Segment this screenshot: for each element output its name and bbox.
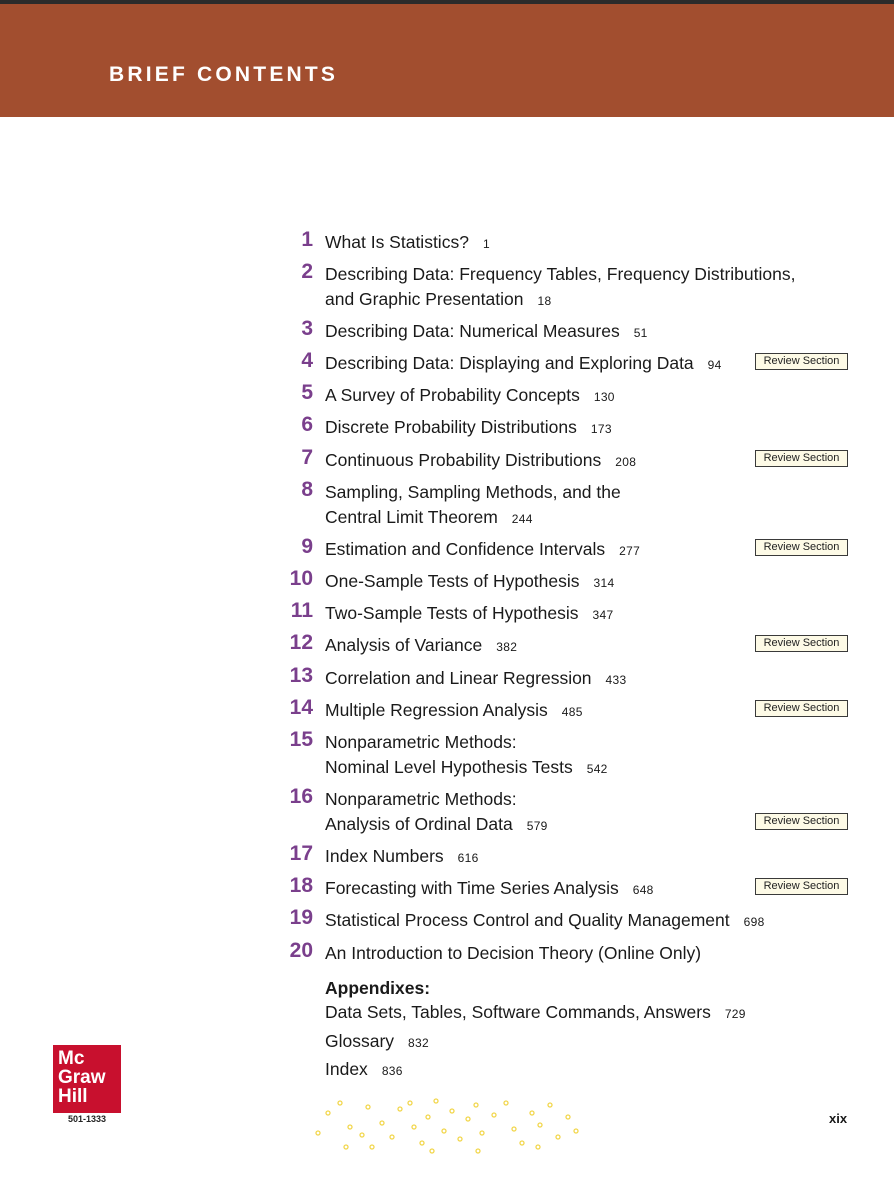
chapter-title-line: What Is Statistics? xyxy=(325,232,469,252)
chapter-page: 208 xyxy=(615,455,637,469)
chapter-page: 542 xyxy=(586,762,608,776)
chapter-number: 12 xyxy=(289,631,313,654)
chapter-title xyxy=(325,601,613,628)
chapter-page: 698 xyxy=(743,915,765,929)
review-section-badge[interactable]: Review Section xyxy=(755,353,848,370)
logo-text-line1: Mc xyxy=(58,1048,85,1069)
review-section-badge[interactable]: Review Section xyxy=(755,700,848,717)
chapter-number: 18 xyxy=(289,874,313,897)
chapter-page: 130 xyxy=(593,390,615,404)
chapter-number: 8 xyxy=(301,478,313,501)
appendix-page: 836 xyxy=(381,1064,403,1078)
chapter-number: 1 xyxy=(301,228,313,251)
chapter-number: 13 xyxy=(289,664,313,687)
chapter-title-line: Sampling, Sampling Methods, and the xyxy=(325,482,621,502)
appendix-item[interactable] xyxy=(325,1031,429,1052)
header-banner xyxy=(0,4,894,117)
chapter-page: 579 xyxy=(526,819,548,833)
chapter-page: 648 xyxy=(632,883,654,897)
chapter-number: 15 xyxy=(289,728,313,751)
chapter-title-line: Analysis of Variance xyxy=(325,635,483,655)
chapter-title-line: An Introduction to Decision Theory (Online Only) xyxy=(325,943,702,963)
chapter-page: 1 xyxy=(482,237,490,251)
chapter-page: 244 xyxy=(511,512,533,526)
publisher-code: 501-1333 xyxy=(67,1114,107,1124)
chapter-title xyxy=(325,730,608,782)
chapter-title xyxy=(325,908,765,935)
chapter-title xyxy=(325,537,640,564)
appendix-item[interactable] xyxy=(325,1002,746,1023)
chapter-page: 173 xyxy=(590,422,612,436)
review-section-badge[interactable]: Review Section xyxy=(755,878,848,895)
chapter-page: 94 xyxy=(707,358,722,372)
chapter-title xyxy=(325,415,612,442)
chapter-number: 6 xyxy=(301,413,313,436)
chapter-title-line: Multiple Regression Analysis xyxy=(325,700,548,720)
chapter-number: 17 xyxy=(289,842,313,865)
chapter-title-line: Estimation and Confidence Intervals xyxy=(325,539,606,559)
chapter-title-line: Index Numbers xyxy=(325,846,444,866)
review-section-badge[interactable]: Review Section xyxy=(755,450,848,467)
chapter-number: 9 xyxy=(301,535,313,558)
chapter-title xyxy=(325,569,614,596)
chapter-title xyxy=(325,633,517,660)
chapter-title-line: Discrete Probability Distributions xyxy=(325,417,577,437)
appendix-page: 832 xyxy=(408,1036,429,1050)
page-title: BRIEF CONTENTS xyxy=(109,63,339,86)
chapter-title-line: Forecasting with Time Series Analysis xyxy=(325,878,619,898)
chapter-page: 433 xyxy=(605,673,627,687)
chapter-number: 10 xyxy=(289,567,313,590)
chapter-title-line: and Graphic Presentation xyxy=(325,289,524,309)
chapter-number: 16 xyxy=(289,785,313,808)
chapter-page: 51 xyxy=(633,326,648,340)
chapter-title xyxy=(325,480,621,532)
chapter-title-line: Describing Data: Frequency Tables, Frequency Distributions, xyxy=(325,264,796,284)
chapter-title-line: Correlation and Linear Regression xyxy=(325,668,592,688)
appendix-title: Data Sets, Tables, Software Commands, Answers xyxy=(325,1002,711,1022)
page-number: xix xyxy=(829,1111,848,1126)
chapter-title xyxy=(325,319,648,346)
chapter-title xyxy=(325,351,722,378)
chapter-page: 616 xyxy=(457,851,479,865)
chapter-page: 485 xyxy=(561,705,583,719)
chapter-page: 18 xyxy=(537,294,552,308)
chapter-number: 5 xyxy=(301,381,313,404)
review-section-badge[interactable]: Review Section xyxy=(755,813,848,830)
chapter-number: 19 xyxy=(289,906,313,929)
chapter-number: 7 xyxy=(301,446,313,469)
chapter-title-line: Continuous Probability Distributions xyxy=(325,450,602,470)
chapter-title xyxy=(325,787,548,839)
appendix-title: Index xyxy=(325,1059,368,1079)
review-section-badge[interactable]: Review Section xyxy=(755,539,848,556)
publisher-logo xyxy=(53,1045,121,1113)
chapter-title xyxy=(325,698,583,725)
chapter-title-line: Nonparametric Methods: xyxy=(325,789,517,809)
chapter-number: 3 xyxy=(301,317,313,340)
chapter-number: 2 xyxy=(301,260,313,283)
appendix-title: Glossary xyxy=(325,1031,395,1051)
chapter-title-line: Central Limit Theorem xyxy=(325,507,498,527)
chapter-title xyxy=(325,383,615,410)
chapter-title xyxy=(325,666,626,693)
chapter-title-line: Describing Data: Numerical Measures xyxy=(325,321,620,341)
chapter-title-line: Describing Data: Displaying and Exploring Data xyxy=(325,353,694,373)
chapter-number: 4 xyxy=(301,349,313,372)
chapter-title-line: Analysis of Ordinal Data xyxy=(325,814,513,834)
decorative-dots xyxy=(310,1095,590,1160)
chapter-title-line: Statistical Process Control and Quality Management xyxy=(325,910,730,930)
chapter-page: 277 xyxy=(619,544,641,558)
chapter-page: 314 xyxy=(593,576,615,590)
chapter-title-line: One-Sample Tests of Hypothesis xyxy=(325,571,580,591)
logo-text-line2: Graw xyxy=(58,1067,106,1088)
chapter-page: 347 xyxy=(592,608,614,622)
chapter-title xyxy=(325,844,479,871)
chapter-title xyxy=(325,262,795,314)
appendixes-heading: Appendixes: xyxy=(325,978,431,998)
chapter-title-line: A Survey of Probability Concepts xyxy=(325,385,580,405)
chapter-title xyxy=(325,941,701,966)
chapter-number: 14 xyxy=(289,696,313,719)
chapter-title-line: Nonparametric Methods: xyxy=(325,732,517,752)
logo-text-line3: Hill xyxy=(58,1086,88,1107)
chapter-title xyxy=(325,448,636,475)
chapter-page: 382 xyxy=(496,640,518,654)
appendix-item[interactable] xyxy=(325,1059,403,1080)
chapter-number: 20 xyxy=(289,939,313,962)
chapter-title-line: Nominal Level Hypothesis Tests xyxy=(325,757,573,777)
appendix-page: 729 xyxy=(724,1007,746,1021)
chapter-title-line: Two-Sample Tests of Hypothesis xyxy=(325,603,579,623)
chapter-number: 11 xyxy=(290,599,313,622)
chapter-title xyxy=(325,230,490,257)
review-section-badge[interactable]: Review Section xyxy=(755,635,848,652)
chapter-title xyxy=(325,876,654,903)
